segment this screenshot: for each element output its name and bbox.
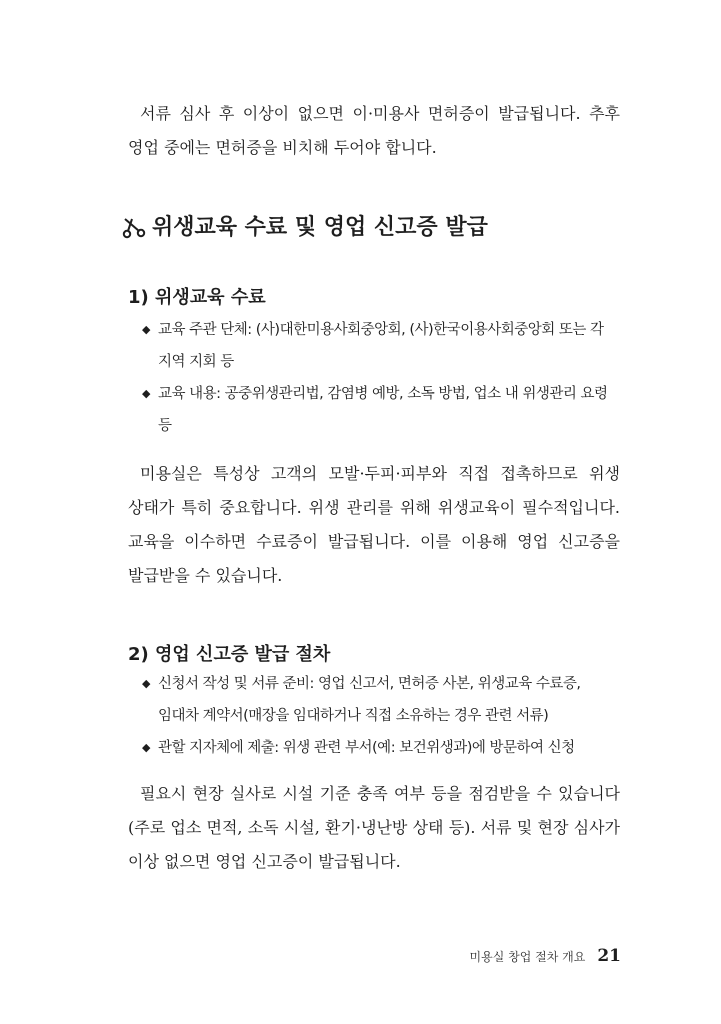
bullet-item [140, 314, 620, 378]
bullet-diamond-icon: ◆ [142, 387, 150, 400]
scissors-icon [122, 216, 146, 240]
section-title-text: 위생교육 수료 및 영업 신고증 발급 [152, 215, 488, 240]
bullet-item [140, 378, 620, 442]
bullet-text: 관할 지자체에 제출: 위생 관련 부서(예: 보건위생과)에 방문하여 신청 [158, 740, 575, 756]
subsection-2-paragraph: 필요시 현장 실사로 시설 기준 충족 여부 등을 점검받을 수 있습니다(주로 업소 면적, 소독 시설, 환기·냉난방 상태 등). 서류 및 현장 심사가 이상 없으면 영업 신고증이 발급됩니다. [128, 784, 620, 871]
intro-paragraph: 서류 심사 후 이상이 없으면 이·미용사 면허증이 발급됩니다. 추후 영업 중에는 면허증을 비치해 두어야 합니다. [128, 104, 620, 157]
page-number: 21 [597, 946, 621, 966]
subsection-2-bullet-list [140, 668, 620, 764]
bullet-text: 교육 내용: 공중위생관리법, 감염병 예방, 소독 방법, 업소 내 위생관리 요령 등 [158, 386, 608, 434]
bullet-item [140, 668, 620, 732]
bullet-text: 교육 주관 단체: (사)대한미용사회중앙회, (사)한국이용사회중앙회 또는 각 지역 지회 등 [158, 322, 604, 370]
subsection-1-bullet-list [140, 314, 620, 442]
subsection-1-title: 1) 위생교육 수료 [128, 287, 266, 308]
running-title: 미용실 창업 절차 개요 [469, 950, 586, 964]
section-title [122, 211, 488, 245]
page-footer [470, 946, 621, 966]
bullet-diamond-icon: ◆ [142, 677, 150, 690]
bullet-text: 신청서 작성 및 서류 준비: 영업 신고서, 면허증 사본, 위생교육 수료증, 임대차 계약서(매장을 임대하거나 직접 소유하는 경우 관련 서류) [158, 676, 581, 724]
bullet-diamond-icon: ◆ [142, 741, 150, 754]
subsection-1-paragraph: 미용실은 특성상 고객의 모발·두피·피부와 직접 접촉하므로 위생 상태가 특히 중요합니다. 위생 관리를 위해 위생교육이 필수적입니다. 교육을 이수하면 수료증이 발급됩니다. 이를 이용해 영업 신고증을 발급받을 수 있습니다. [128, 464, 620, 585]
bullet-item [140, 732, 620, 764]
bullet-diamond-icon: ◆ [142, 323, 150, 336]
subsection-2-title: 2) 영업 신고증 발급 절차 [128, 644, 331, 665]
